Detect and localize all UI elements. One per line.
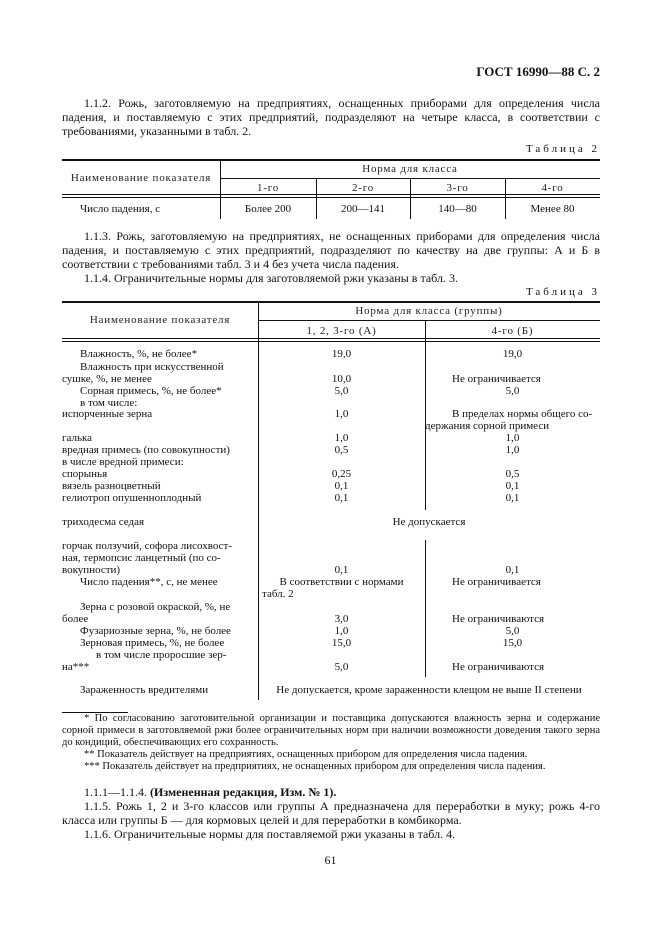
table-2-col-group: Норма для класса [362, 163, 458, 175]
table-3-row-name: в числе вредной примеси: [62, 456, 184, 468]
table-3-row-name: Влажность, %, не более* [80, 348, 198, 360]
table-3-value-b: В пределах нормы общего со- [452, 408, 593, 420]
table-3-value-a: 1,0 [334, 625, 349, 637]
table-3-value-b: Не ограничиваются [452, 613, 545, 625]
table-3-col-b: 4-го (Б) [491, 325, 534, 337]
table-2-class-3: 3-го [446, 182, 469, 194]
table-2-class-2: 2-го [351, 182, 375, 194]
table-3-row-name: сушке, %, не менее [62, 373, 152, 385]
table-3-value-a: 3,0 [334, 613, 349, 625]
table-3-value-b: 5,0 [505, 625, 520, 637]
table-3-row-name: вязель разноцветный [62, 480, 161, 492]
table-3-row-name: испорченные зерна [62, 408, 153, 420]
page-number: 61 [324, 853, 337, 867]
table-3-row-name: Зараженность вредителями [80, 684, 209, 696]
table-3-row-name: гелиотроп опушенноплодный [62, 492, 202, 504]
table-3-row-name: более [62, 613, 89, 625]
table-3-row-name: вокупности) [62, 564, 121, 576]
table-3-value-a: 19,0 [331, 348, 352, 360]
document-header: ГОСТ 16990—88 С. 2 [476, 64, 600, 79]
table-3-row-name: ная, термопсис ланцетный (по со- [62, 552, 221, 564]
table-3-value-a: В соответствии с нормами [279, 576, 404, 588]
table-3-value-b: Не ограничиваются [452, 661, 545, 673]
table-3-value-a: 5,0 [334, 661, 349, 673]
table-3-row-name: Зерновая примесь, %, не более [80, 637, 225, 649]
footnote-2: ** Показатель действует на предприятиях, оснащенных прибором для определения числа падения. [84, 749, 528, 760]
table-2-caption: Таблица 2 [525, 143, 600, 155]
amendment-note [62, 785, 600, 799]
paragraph-1-1-6: 1.1.6. Ограничительные нормы для поставляемой ржи указаны в табл. 4. [84, 827, 456, 841]
table-3-value-b: 0,1 [505, 564, 520, 576]
table-3-value-a: 0,25 [331, 468, 352, 480]
table-3-merged-value: Не допускается [392, 516, 466, 528]
paragraph-1-1-4: 1.1.4. Ограничительные нормы для заготовляемой ржи указаны в табл. 3. [84, 271, 458, 285]
table-3-caption: Таблица 3 [525, 286, 600, 298]
table-3-value-a: 0,1 [334, 492, 349, 504]
table-3-value-a: 0,1 [334, 480, 349, 492]
table-3-row-name: в том числе проросшие зер- [96, 649, 227, 661]
paragraph-1-1-3: 1.1.3. Рожь, заготовляемую на предприятиях, не оснащенных приборами для определения числа падения, и поставляемую с этих предприятий, подразделяют по качеству на две группы: А и Б в соответствии с требованиями табл. 3 и 4 без учета числа падения. [62, 229, 600, 271]
table-2-value: Менее 80 [530, 203, 575, 215]
table-3-col-name: Наименование показателя [89, 314, 231, 326]
table-3-row-name: Сорная примесь, %, не более* [80, 385, 222, 397]
table-2-value: 200—141 [341, 203, 385, 215]
table-3-value-a: 1,0 [334, 408, 349, 420]
table-3-value-a: 15,0 [331, 637, 352, 649]
table-3-row-name: триходесма седая [62, 516, 145, 528]
paragraph-1-1-2: 1.1.2. Рожь, заготовляемую на предприятиях, оснащенных приборами для определения числа падения, и поставляемую с этих предприятий, подразделяют на четыре класса, в соответствии с требованиями, указанными в табл. 2. [62, 96, 600, 138]
table-3-value-a: табл. 2 [262, 588, 294, 600]
paragraph-1-1-5: 1.1.5. Рожь 1, 2 и 3-го классов или группы А предназначена для переработки в муку; рожь 4-го класса или группы Б — для кормовых целей и для переработки в комбикорма. [62, 799, 600, 827]
table-3-value-b: Не ограничивается [452, 373, 541, 385]
table-3-row-name: в том числе: [80, 397, 138, 409]
table-3-row-name: Зерна с розовой окраской, %, не [80, 601, 231, 613]
table-3-value-b: 0,5 [505, 468, 520, 480]
table-3-value-b: 0,1 [505, 492, 520, 504]
table-2-row-name: Число падения, с [80, 203, 161, 215]
table-3-row-name: Число падения**, с, не менее [80, 576, 218, 588]
table-3-row-name: Влажность при искусственной [80, 361, 224, 373]
table-3-value-b: 0,1 [505, 480, 520, 492]
table-3-value-b: Не ограничивается [452, 576, 541, 588]
table-3-value-b: держания сорной примеси [425, 420, 550, 432]
table-3-row-name: на*** [62, 661, 90, 673]
amendment-number: 1.1.1—1.1.4. [84, 785, 147, 799]
table-2-col-name: Наименование показателя [70, 172, 212, 184]
table-3-col-a: 1, 2, 3-го (А) [306, 325, 377, 337]
table-3-row-name: вредная примесь (по совокупности) [62, 444, 230, 456]
table-3-row-name: горчак ползучий, софора лисохвост- [62, 540, 232, 552]
table-3-value-b: 1,0 [505, 444, 520, 456]
table-3-merged-value: Не допускается, кроме зараженности клещом не выше II степени [276, 684, 582, 696]
table-3-value-b: 15,0 [502, 637, 523, 649]
table-3-value-b: 19,0 [502, 348, 523, 360]
amendment-label: (Измененная редакция, Изм. № 1). [150, 785, 337, 799]
table-3-value-a: 0,1 [334, 564, 349, 576]
footnote-3: *** Показатель действует на предприятиях, не оснащенных прибором для определения числа падения. [84, 761, 546, 772]
table-2-class-4: 4-го [541, 182, 564, 194]
table-3-col-group: Норма для класса (группы) [355, 305, 503, 317]
table-2-class-1: 1-го [256, 182, 280, 194]
footnote-1: * По согласованию заготовительной организации и поставщика допускаются влажность зерна и содержание сорной примеси в заготовляемой ржи более ограничительных норм при наличии возможности доведения такого зерна до кондиций, обеспечивающих его сохранность. [62, 713, 600, 748]
table-3-value-b: 5,0 [505, 385, 520, 397]
table-3-row-name: спорынья [62, 468, 108, 480]
table-2-value: Более 200 [244, 203, 292, 215]
table-3-value-a: 5,0 [334, 385, 349, 397]
table-3-value-a: 0,5 [334, 444, 349, 456]
table-3-value-a: 1,0 [334, 432, 349, 444]
table-3-row-name: галька [62, 432, 93, 444]
table-3-value-a: 10,0 [331, 373, 352, 385]
table-3-value-b: 1,0 [505, 432, 520, 444]
table-3-row-name: Фузариозные зерна, %, не более [80, 625, 231, 637]
table-2-value: 140—80 [438, 203, 477, 215]
